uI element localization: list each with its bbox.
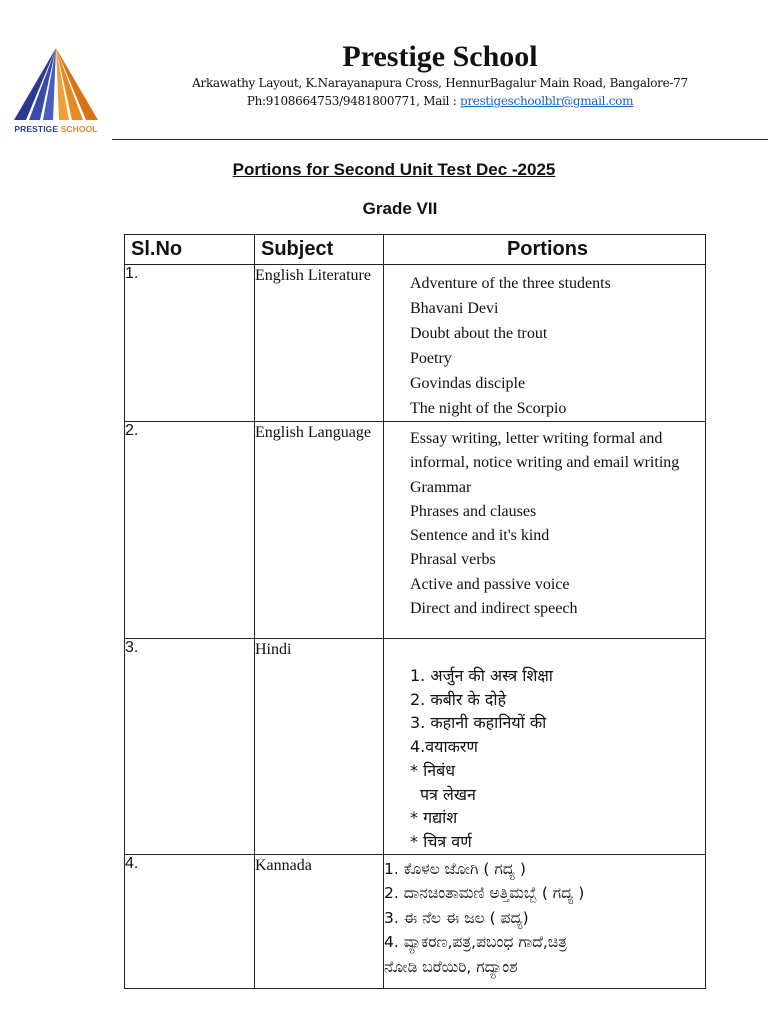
document-title: Portions for Second Unit Test Dec -2025: [232, 160, 556, 179]
portion-item: 4. ವ್ಯಾಕರಣ,ಪತ್ರ,ಪಬಂಧ ಗಾದೆ,ಚಿತ್ರ: [384, 933, 568, 952]
sunburst-logo-icon: [12, 44, 100, 124]
row-sl-no: 4.: [125, 854, 255, 988]
portion-item: Sentence and it's kind: [410, 527, 550, 545]
phone-text: Ph:9108664753/9481800771, Mail :: [246, 94, 460, 108]
logo-text-school: SCHOOL: [60, 124, 98, 134]
row-sl-no: 3.: [125, 639, 255, 855]
portion-item: 2. ದಾನಚಿಂತಾಮಣಿ ಅತ್ತಿಮಬ್ಬೆ ( ಗದ್ಯ ): [384, 884, 585, 903]
table-row: [125, 422, 706, 639]
portion-item: 3. ಈ ನೆಲ ಈ ಜಲ ( ಪದ್ಯ): [384, 908, 529, 927]
portion-item: Poetry: [410, 350, 452, 367]
portion-item: ನೋಡಿ ಬರೆಯಿರಿ, ಗದ್ಯಾಂಶ: [384, 957, 518, 976]
header-divider: [112, 139, 768, 140]
portion-item: Phrasal verbs: [410, 551, 496, 569]
table-row: [125, 639, 706, 855]
row-subject: English Literature: [255, 265, 384, 422]
portion-item: पत्र लेखन: [420, 784, 476, 804]
portion-item: Essay writing, letter writing formal and informal, notice writing and email writing: [410, 430, 680, 472]
row-portions: [384, 639, 706, 855]
portion-item: Adventure of the three students: [410, 275, 611, 292]
portion-item: 1. ಕೊಳಲ ಜೋಗಿ ( ಗದ್ಯ ): [384, 859, 526, 878]
portion-item: 2. कबीर के दोहे: [410, 689, 507, 709]
portion-item: Bhavani Devi: [410, 300, 499, 317]
portion-item: Govindas disciple: [410, 375, 526, 392]
row-sl-no: 2.: [125, 422, 255, 639]
row-portions: [384, 854, 706, 988]
school-name: Prestige School: [342, 40, 538, 73]
row-subject: Hindi: [255, 639, 384, 855]
row-subject: English Language: [255, 422, 384, 639]
portion-item: * चित्र वर्ण: [410, 831, 472, 851]
portion-item: Phrases and clauses: [410, 502, 537, 520]
portion-item: * गद्यांश: [410, 808, 458, 828]
portion-item: * निबंध: [410, 760, 456, 780]
row-portions: [384, 265, 706, 422]
portion-item: Active and passive voice: [410, 575, 570, 593]
email-link[interactable]: prestigeschoolblr@gmail.com: [459, 94, 634, 108]
grade-label: Grade VII: [362, 199, 438, 218]
header-subject: Subject: [255, 235, 384, 265]
portions-table: [124, 234, 706, 989]
portion-item: 1. अर्जुन की अस्त्र शिक्षा: [410, 666, 553, 685]
portion-item: Doubt about the trout: [410, 325, 548, 342]
table-row: [125, 265, 706, 422]
school-address: Arkawathy Layout, K.Narayanapura Cross, HennurBagalur Main Road, Bangalore-77: [192, 76, 688, 90]
logo-wordmark: [12, 124, 100, 134]
logo-text-prestige: PRESTIGE: [14, 124, 59, 134]
row-portions: [384, 422, 706, 639]
header-portions: Portions: [384, 235, 706, 265]
portion-item: 3. कहानी कहानियों की: [410, 713, 547, 733]
row-subject: Kannada: [255, 854, 384, 988]
school-contact: [140, 94, 740, 108]
header-sl-no: Sl.No: [125, 235, 255, 265]
school-logo: [12, 44, 100, 140]
portion-item: The night of the Scorpio: [410, 400, 567, 417]
table-row: [125, 854, 706, 988]
table-header-row: [125, 235, 706, 265]
portion-item: Direct and indirect speech: [410, 600, 578, 618]
portion-item: Grammar: [410, 478, 472, 496]
row-sl-no: 1.: [125, 265, 255, 422]
portion-item: 4.वयाकरण: [410, 737, 478, 757]
